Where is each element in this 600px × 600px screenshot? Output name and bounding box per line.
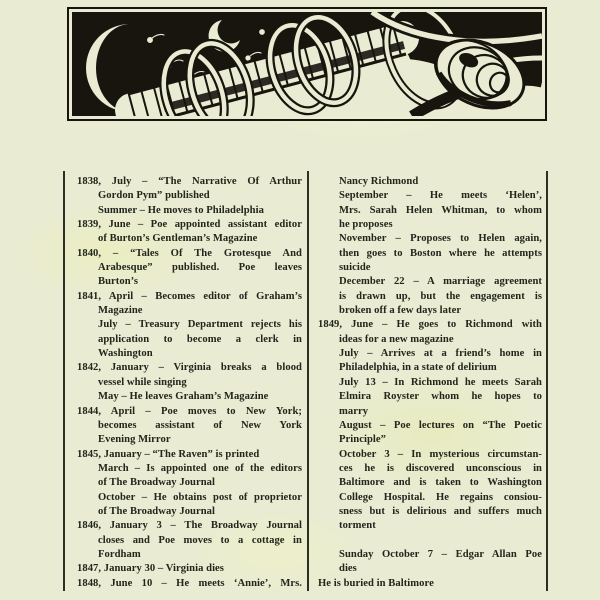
- timeline-line: Burton’s: [98, 276, 139, 288]
- timeline-line: ideas for a new magazine: [339, 333, 454, 345]
- timeline-line: He is buried in Baltimore: [318, 577, 434, 589]
- timeline-line: becomes assistant of New York: [98, 419, 302, 431]
- timeline-line: 1849, June – He goes to Richmond with: [318, 319, 542, 331]
- timeline-line: Elmira Royster whom he hopes to: [339, 391, 542, 403]
- timeline-line: July – Treasury Department rejects his: [98, 319, 302, 331]
- header-illustration-frame: [67, 7, 547, 121]
- timeline-line: torment: [339, 520, 376, 532]
- timeline-line: Arabesque” published. Poe leaves: [98, 262, 302, 274]
- timeline-line: July 13 – In Richmond he meets Sarah: [339, 376, 542, 388]
- timeline-line: Magazine: [98, 305, 143, 317]
- timeline-line: he proposes: [339, 219, 393, 231]
- timeline-line: of The Broadway Journal: [98, 477, 216, 489]
- timeline-line: Evening Mirror: [98, 434, 171, 446]
- timeline-line: 1845, January – “The Raven” is printed: [77, 448, 260, 460]
- timeline-line: application to become a clerk in: [98, 333, 302, 345]
- timeline-column-right: [309, 171, 546, 591]
- timeline-line: Gordon Pym” published: [98, 190, 210, 202]
- timeline-line: closes and Poe moves to a cottage in: [98, 534, 302, 546]
- timeline-line: Principle”: [339, 434, 386, 446]
- timeline-line: of Burton’s Gentleman’s Magazine: [98, 233, 258, 245]
- timeline-line: then goes to Boston where he attempts: [339, 247, 542, 259]
- timeline-line: Nancy Richmond: [339, 176, 419, 187]
- timeline-line: October 3 – In mysterious circumstan-: [339, 448, 542, 460]
- timeline-line: 1842, January – Virginia breaks a blood: [77, 362, 302, 374]
- timeline-line: 1846, January 3 – The Broadway Journal: [77, 520, 302, 532]
- timeline-line: of The Broadway Journal: [98, 505, 216, 517]
- timeline-line: 1839, June – Poe appointed assistant editor: [77, 219, 302, 231]
- timeline-line: 1847, January 30 – Virginia dies: [77, 563, 224, 575]
- timeline-line: sness but is delirious and suffers much: [339, 505, 542, 517]
- timeline-line: December 22 – A marriage agreement: [339, 276, 542, 288]
- timeline-line: 1840, – “Tales Of The Grotesque And: [77, 247, 302, 259]
- timeline-line: March – Is appointed one of the editors: [98, 462, 302, 474]
- timeline-line: 1841, April – Becomes editor of Graham’s: [77, 290, 302, 302]
- timeline-line: July – Arrives at a friend’s home in: [339, 348, 542, 360]
- timeline-line: August – Poe lectures on “The Poetic: [339, 419, 542, 431]
- timeline-line: dies: [339, 563, 357, 575]
- timeline-column-left: [65, 171, 309, 591]
- timeline-line: Washington: [98, 348, 153, 360]
- timeline-line: is drawn up, but the engagement is: [339, 290, 542, 302]
- header-illustration: [72, 12, 542, 116]
- timeline-line: 1848, June 10 – He meets ‘Annie’, Mrs.: [77, 577, 302, 589]
- timeline-line: Mrs. Sarah Helen Whitman, to whom: [339, 204, 542, 216]
- timeline-line: suicide: [339, 262, 371, 274]
- timeline-line: marry: [339, 405, 369, 417]
- timeline-line: Summer – He moves to Philadelphia: [98, 204, 264, 216]
- timeline-line: broken off a few days later: [339, 305, 462, 317]
- timeline-line: vessel while singing: [98, 376, 187, 388]
- timeline-line: 1838, July – “The Narrative Of Arthur: [77, 176, 302, 187]
- timeline-line: November – Proposes to Helen again,: [339, 233, 542, 245]
- timeline-line: College Hospital. He regains consiou-: [339, 491, 542, 503]
- surreal-coils-artwork: [72, 12, 542, 116]
- timeline-line: [339, 534, 542, 548]
- timeline-line: ces he is discovered unconscious in: [339, 462, 542, 474]
- timeline: [63, 171, 548, 591]
- timeline-line: Fordham: [98, 548, 141, 560]
- timeline-line: September – He meets ‘Helen’,: [339, 190, 542, 202]
- timeline-line: 1844, April – Poe moves to New York;: [77, 405, 302, 417]
- timeline-line: October – He obtains post of proprietor: [98, 491, 302, 503]
- timeline-line: May – He leaves Graham’s Magazine: [98, 391, 269, 403]
- timeline-line: Sunday October 7 – Edgar Allan Poe: [339, 548, 542, 560]
- timeline-line: Philadelphia, in a state of delirium: [339, 362, 497, 374]
- timeline-line: Baltimore and is taken to Washington: [339, 477, 542, 489]
